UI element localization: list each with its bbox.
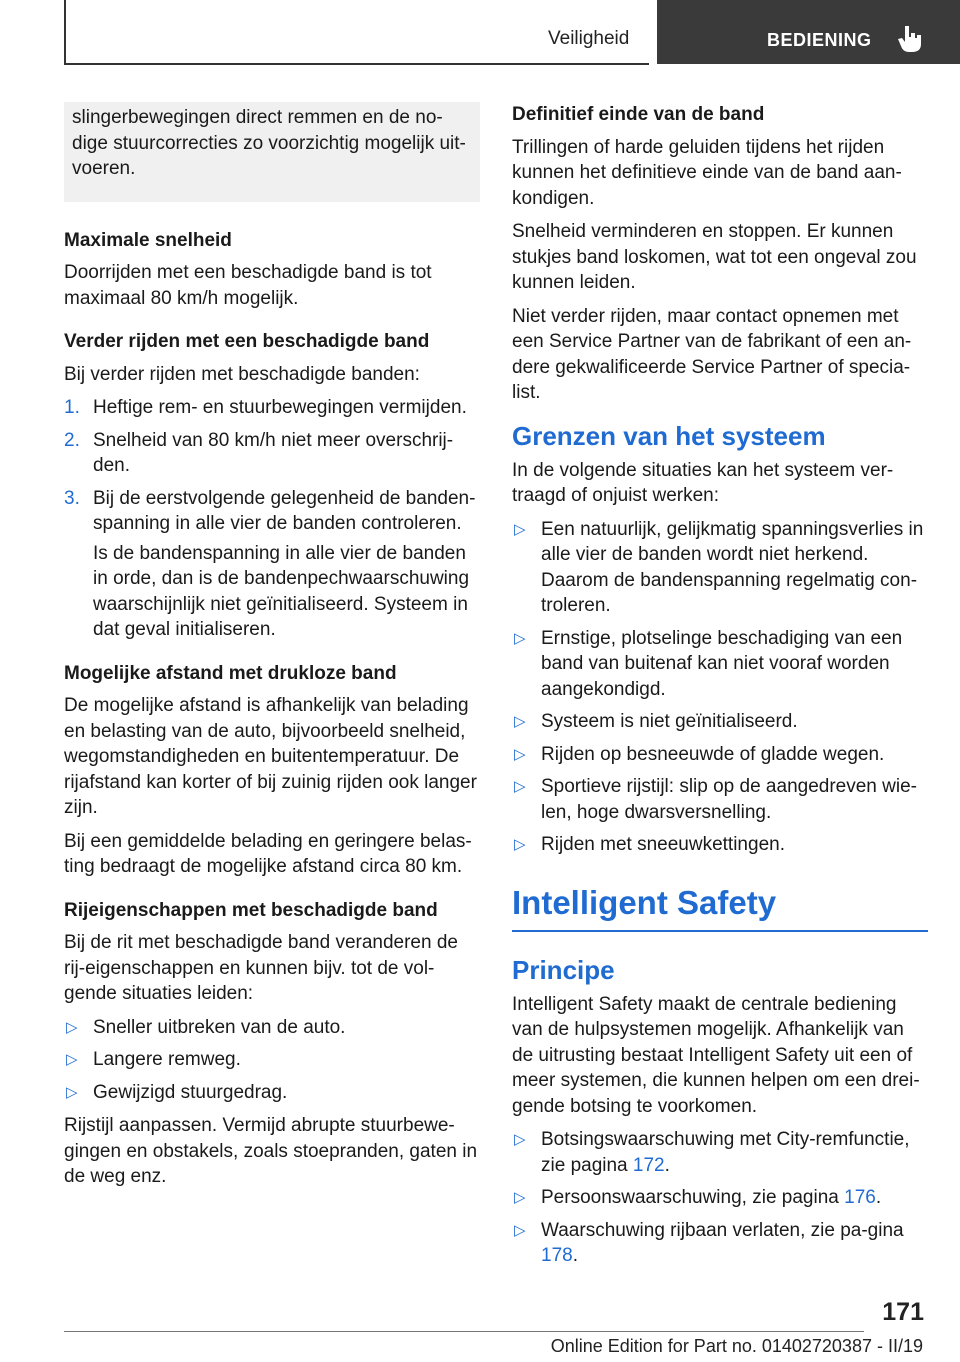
header-chapter-title: BEDIENING (767, 30, 872, 50)
list-item (512, 742, 928, 768)
list-text: Snelheid van 80 km/h niet meer overschrij-den. (93, 429, 454, 476)
text-handling-outro: Rijstijl aanpassen. Vermijd abrupte stuurbewe-gingen en obstakels, zoals stoepranden, gaten in de weg enz. (64, 1115, 478, 1187)
list-item (512, 626, 928, 703)
heading-distance: Mogelijke afstand met drukloze band (64, 662, 397, 684)
list-text: Rijden op besneeuwde of gladde wegen. (541, 743, 885, 765)
bullet-list-handling (64, 1015, 480, 1106)
triangle-bullet-icon: ▷ (66, 1051, 78, 1068)
page-ref-link[interactable]: 178 (541, 1245, 573, 1266)
right-column (512, 102, 928, 1277)
triangle-bullet-icon: ▷ (514, 520, 526, 538)
list-item (64, 486, 480, 643)
bullet-list-safety (512, 1127, 928, 1269)
list-item (512, 517, 928, 619)
list-text: Sneller uitbreken van de auto. (93, 1016, 346, 1038)
triangle-bullet-icon: ▷ (514, 1131, 526, 1148)
triangle-bullet-icon: ▷ (514, 745, 526, 763)
list-text: Sportieve rijstijl: slip op de aangedreven wie-len, hoge dwarsversnelling. (541, 776, 917, 823)
list-item (512, 774, 928, 825)
triangle-bullet-icon: ▷ (66, 1018, 78, 1036)
list-item (64, 428, 480, 479)
left-column (64, 102, 480, 1198)
list-subtext: Is de bandenspanning in alle vier de banden in orde, dan is de bandenpechwaarschuwing waarschijnlijk niet geïnitialiseerd. Systeem in dat geval initialiseren. (93, 542, 470, 640)
list-item (512, 1185, 928, 1211)
text-distance-1: De mogelijke afstand is afhankelijk van belading en belasting van de auto, bijvoorbeeld snelheid, wegomstandigheden en buitentemperatuur. De rijafstand kan korter of bij zuinig rijden ook langer zijn. (64, 695, 477, 818)
text-principle: Intelligent Safety maakt de centrale bediening van de hulpsystemen mogelijk. Afhankelijk van de uitrusting bestaat Intelligent Safety uit een of meer systemen, die kunnen helpen om een drei-gende botsing te voorkomen. (512, 993, 920, 1117)
text-distance-2: Bij een gemiddelde belading en geringere belas-ting bedraagt de mogelijke afstand circa 80 km. (64, 830, 472, 877)
list-text: Bij de eerstvolgende gelegenheid de banden-spanning in alle vier de banden controleren. (93, 487, 476, 534)
header-section-title: Veiligheid (548, 28, 630, 49)
note-box (64, 102, 480, 202)
list-text: Waarschuwing rijbaan verlaten, zie pa-gina (541, 1219, 904, 1241)
text-handling-intro: Bij de rit met beschadigde band veranderen de rij-eigenschappen en kunnen bijv. tot de vol-gende situaties leiden: (64, 932, 458, 1004)
header-rule-bottom (64, 63, 649, 65)
header-chapter-tab (657, 0, 960, 64)
list-item (64, 1015, 480, 1041)
heading-further-driving: Verder rijden met een beschadigde band (64, 331, 430, 352)
page-number: 171 (882, 1298, 924, 1326)
note-text: slingerbewegingen direct remmen en de no-dige stuurcorrecties zo voorzichtig mogelijk uit-voeren. (72, 107, 466, 179)
triangle-bullet-icon: ▷ (66, 1083, 78, 1101)
page-ref-link[interactable]: 176 (844, 1187, 876, 1208)
triangle-bullet-icon: ▷ (514, 629, 526, 647)
hand-pointer-icon (897, 24, 925, 54)
triangle-bullet-icon: ▷ (514, 713, 526, 730)
list-number: 1. (64, 397, 80, 418)
triangle-bullet-icon: ▷ (514, 778, 526, 795)
header-rule-left (64, 0, 66, 64)
list-text: Botsingswaarschuwing met City-remfunctie, zie pagina (541, 1129, 910, 1176)
list-text: Gewijzigd stuurgedrag. (93, 1081, 288, 1103)
list-text: Langere remweg. (93, 1049, 241, 1070)
list-text-end: . (572, 1245, 578, 1266)
list-text-end: . (875, 1187, 882, 1208)
list-item (512, 832, 928, 858)
triangle-bullet-icon: ▷ (514, 1221, 526, 1239)
list-text: Een natuurlijk, gelijkmatig spanningsverlies in alle vier de banden wordt niet herkend. Daarom de bandenspanning regelmatig con-troleren. (541, 518, 924, 616)
footer-rule (64, 1331, 864, 1332)
chapter-title-intelligent-safety: Intelligent Safety (512, 882, 928, 932)
list-number: 2. (64, 429, 80, 451)
text-limits-intro: In de volgende situaties kan het systeem ver-traagd of onjuist werken: (512, 459, 894, 506)
list-number: 3. (64, 487, 80, 509)
list-text: Persoonswaarschuwing, zie pagina (541, 1187, 845, 1208)
list-item (512, 1127, 928, 1178)
bullet-list-limits (512, 517, 928, 858)
text-max-speed: Doorrijden met een beschadigde band is tot maximaal 80 km/h mogelijk. (64, 262, 432, 309)
heading-system-limits: Grenzen van het systeem (512, 420, 826, 451)
list-item (64, 395, 480, 421)
heading-end-of-tire: Definitief einde van de band (512, 104, 765, 125)
list-item (512, 709, 928, 735)
numbered-list-further (64, 395, 480, 643)
list-text: Rijden met sneeuwkettingen. (541, 834, 785, 855)
list-text-end: . (664, 1154, 670, 1176)
list-item (512, 1218, 928, 1269)
text-further-intro: Bij verder rijden met beschadigde banden: (64, 363, 420, 385)
list-text: Ernstige, plotselinge beschadiging van een band van buitenaf kan niet vooraf worden aangekondigd. (541, 627, 903, 700)
triangle-bullet-icon: ▷ (514, 836, 526, 853)
heading-handling: Rijeigenschappen met beschadigde band (64, 899, 438, 921)
list-text: Systeem is niet geïnitialiseerd. (541, 711, 798, 732)
list-item (64, 1047, 480, 1073)
list-item (64, 1080, 480, 1106)
page-ref-link[interactable]: 172 (632, 1154, 665, 1176)
footer-edition: Online Edition for Part no. 01402720387 - II/19 (550, 1336, 923, 1356)
heading-principle: Principe (512, 954, 615, 985)
triangle-bullet-icon: ▷ (514, 1189, 526, 1206)
text-end-2: Snelheid verminderen en stoppen. Er kunnen stukjes band loskomen, wat tot een ongeval zou kunnen leiden. (512, 221, 917, 293)
heading-max-speed: Maximale snelheid (64, 229, 232, 251)
list-text: Heftige rem- en stuurbewegingen vermijden. (93, 397, 467, 418)
text-end-3: Niet verder rijden, maar contact opnemen met een Service Partner van de fabrikant of een an-dere gekwalificeerde Service Partner of specia-list. (512, 305, 912, 403)
text-end-1: Trillingen of harde geluiden tijdens het rijden kunnen het definitieve einde van de band aan-kondigen. (512, 136, 902, 209)
